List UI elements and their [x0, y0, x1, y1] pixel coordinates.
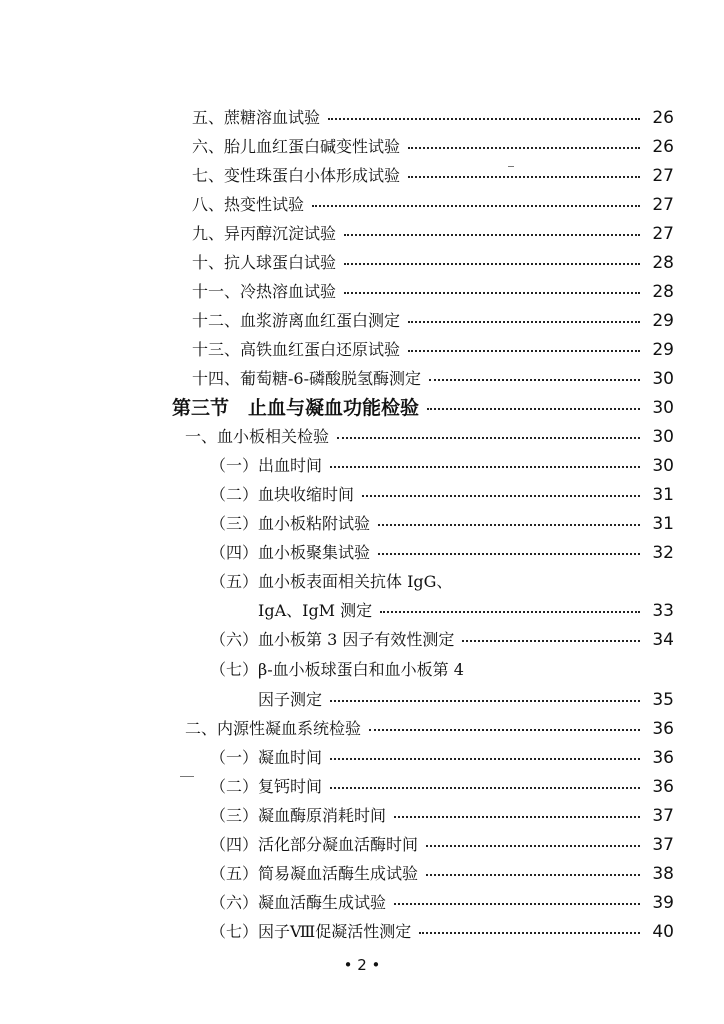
toc-leader [408, 147, 640, 149]
toc-entry-page: 37 [652, 806, 674, 826]
toc-entry-page: 30 [652, 398, 674, 418]
page-number: • 2 • [343, 956, 381, 974]
toc-leader [427, 408, 640, 410]
toc-entry [192, 309, 674, 333]
toc-entry-page: 32 [652, 543, 674, 563]
toc-entry-page: 36 [652, 777, 674, 797]
toc-entry [192, 164, 674, 188]
toc-entry-page: 30 [652, 369, 674, 389]
toc-entry-page: 35 [652, 690, 674, 710]
toc-leader [419, 932, 640, 934]
toc-entry [192, 106, 674, 130]
toc-entry [210, 775, 674, 799]
toc-entry-title: 五、蔗糖溶血试验 [192, 108, 321, 127]
toc-entry-page: 39 [652, 893, 674, 913]
toc-entry-page: 26 [652, 137, 674, 157]
toc-entry-title: 第三节 止血与凝血功能检验 [172, 397, 420, 419]
toc-entry [210, 628, 674, 652]
toc-entry [210, 483, 674, 507]
toc-entry-title: 七、变性珠蛋白小体形成试验 [192, 166, 401, 185]
toc-leader [312, 205, 640, 207]
toc-entry-title: （六）凝血活酶生成试验 [210, 893, 387, 912]
toc-leader [408, 350, 640, 352]
toc-entry-title: （三）凝血酶原消耗时间 [210, 806, 387, 825]
toc-leader [337, 437, 640, 439]
toc-entry-page: 38 [652, 864, 674, 884]
toc-entry-title: 二、内源性凝血系统检验 [185, 719, 362, 738]
toc-entry-page: 30 [652, 427, 674, 447]
toc-entry [210, 454, 674, 478]
toc-entry-page: 29 [652, 311, 674, 331]
toc-entry [192, 251, 674, 275]
toc-section-heading [172, 396, 674, 420]
toc-leader [330, 787, 640, 789]
toc-leader [426, 845, 640, 847]
toc-leader [330, 700, 640, 702]
toc-entry [192, 280, 674, 304]
toc-entry-title: 九、异丙醇沉淀试验 [192, 224, 337, 243]
toc-entry-page: 27 [652, 195, 674, 215]
toc-entry-title: 十二、血浆游离血红蛋白测定 [192, 311, 401, 330]
toc-entry-page: 31 [652, 514, 674, 534]
toc-leader [344, 234, 640, 236]
toc-leader [328, 118, 640, 120]
toc-entry-title: （七）因子Ⅷ促凝活性测定 [210, 922, 412, 941]
toc-entry-title: （六）血小板第 3 因子有效性测定 [210, 630, 455, 649]
toc-entry-page: 28 [652, 253, 674, 273]
scan-mark [508, 166, 514, 167]
toc-entry [210, 862, 674, 886]
toc-entry-title: 因子测定 [258, 690, 323, 709]
toc-entry-title: （五）简易凝血活酶生成试验 [210, 864, 419, 883]
toc-leader [378, 524, 640, 526]
toc-entry [192, 135, 674, 159]
toc-entry [210, 746, 674, 770]
toc-entry-page: 33 [652, 601, 674, 621]
toc-entry-page: 30 [652, 456, 674, 476]
toc-leader [369, 729, 640, 731]
toc-leader [426, 874, 640, 876]
toc-entry-title: 十、抗人球蛋白试验 [192, 253, 337, 272]
toc-entry-title: 八、热变性试验 [192, 195, 305, 214]
toc-entry [210, 920, 674, 944]
toc-entry-page: 31 [652, 485, 674, 505]
toc-entry [210, 804, 674, 828]
toc-entry [258, 599, 674, 623]
toc-entry-page: 36 [652, 719, 674, 739]
toc-entry [210, 891, 674, 915]
toc-entry [192, 193, 674, 217]
toc-entry-page: 27 [652, 166, 674, 186]
toc-entry-page: 28 [652, 282, 674, 302]
toc-entry-title: （四）活化部分凝血活酶时间 [210, 835, 419, 854]
toc-entry-page: 29 [652, 340, 674, 360]
toc-leader [408, 321, 640, 323]
toc-entry-page: 34 [652, 630, 674, 650]
toc-entry-line1: （七）β-血小板球蛋白和血小板第 4 [210, 660, 464, 679]
toc-leader [394, 816, 640, 818]
toc-leader [462, 640, 640, 642]
toc-leader [344, 292, 640, 294]
toc-entry [185, 717, 674, 741]
toc-entry [192, 367, 674, 391]
scan-mark [180, 776, 194, 777]
toc-entry [192, 222, 674, 246]
toc-entry [210, 512, 674, 536]
toc-entry-title: （一）出血时间 [210, 456, 323, 475]
toc-leader [394, 903, 640, 905]
toc-entry-title: （四）血小板聚集试验 [210, 543, 371, 562]
toc-leader [344, 263, 640, 265]
toc-entry-title: 十四、葡萄糖-6-磷酸脱氢酶测定 [192, 369, 421, 388]
toc-entry-page: 37 [652, 835, 674, 855]
toc-leader [429, 379, 640, 381]
toc-leader [380, 611, 640, 613]
toc-entry-title: 十三、高铁血红蛋白还原试验 [192, 340, 401, 359]
toc-entry [185, 425, 674, 449]
toc-entry-title: 十一、冷热溶血试验 [192, 282, 337, 301]
toc-entry [210, 833, 674, 857]
toc-leader [362, 495, 640, 497]
toc-leader [330, 466, 640, 468]
toc-entry-title: （三）血小板粘附试验 [210, 514, 371, 533]
toc-leader [408, 176, 640, 178]
toc-entry-page: 26 [652, 108, 674, 128]
toc-entry-line1: （五）血小板表面相关抗体 IgG、 [210, 572, 453, 591]
toc-entry-title: （二）复钙时间 [210, 777, 323, 796]
toc-entry-title: 六、胎儿血红蛋白碱变性试验 [192, 137, 401, 156]
toc-entry-page: 36 [652, 748, 674, 768]
toc-entry-title: IgA、IgM 测定 [258, 601, 373, 620]
toc-entry-title: （二）血块收缩时间 [210, 485, 355, 504]
toc-entry [192, 338, 674, 362]
toc-leader [378, 553, 640, 555]
toc-entry-page: 40 [652, 922, 674, 942]
toc-entry [210, 541, 674, 565]
toc-entry-title: （一）凝血时间 [210, 748, 323, 767]
toc-entry-page: 27 [652, 224, 674, 244]
toc-leader [330, 758, 640, 760]
toc-entry [258, 688, 674, 712]
toc-entry-title: 一、血小板相关检验 [185, 427, 330, 446]
